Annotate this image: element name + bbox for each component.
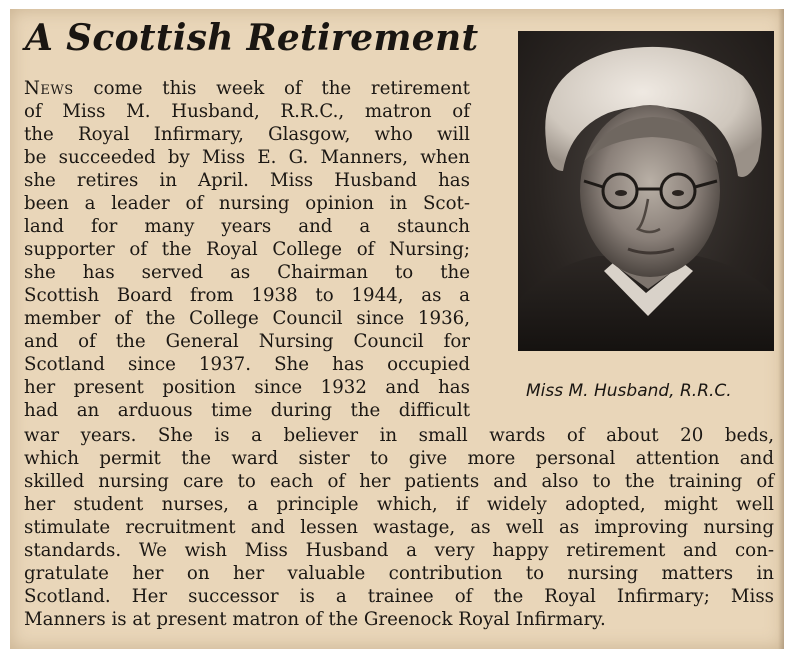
- body-line: Scottish Board from 1938 to 1944, as a: [24, 285, 470, 306]
- photo-caption: Miss M. Husband, R.R.C.: [526, 381, 732, 401]
- body-line: she has served as Chairman to the: [24, 262, 470, 283]
- body-line: [24, 77, 470, 100]
- article-headline: A Scottish Retirement: [25, 17, 479, 59]
- body-line: Scotland. Her successor is a trainee of the Royal Infirmary; Miss: [24, 586, 774, 607]
- body-line: stimulate recruitment and lessen wastage, as well as improving nursing: [24, 517, 774, 538]
- body-line: land for many years and a staunch: [24, 216, 470, 237]
- newspaper-clipping: [10, 9, 784, 649]
- body-line: which permit the ward sister to give more personal attention and: [24, 448, 774, 469]
- body-line: war years. She is a believer in small wards of about 20 beds,: [24, 425, 774, 446]
- body-line: the Royal Infirmary, Glasgow, who will: [24, 124, 470, 145]
- body-line: supporter of the Royal College of Nursing;: [24, 239, 470, 260]
- body-line: she retires in April. Miss Husband has: [24, 170, 470, 191]
- body-line: member of the College Council since 1936,: [24, 308, 470, 329]
- body-line: her student nurses, a principle which, if widely adopted, might well: [24, 494, 774, 515]
- body-line: and of the General Nursing Council for: [24, 331, 470, 352]
- body-line: standards. We wish Miss Husband a very happy retirement and con-: [24, 540, 774, 561]
- body-line: her present position since 1932 and has: [24, 377, 470, 398]
- body-line: Manners is at present matron of the Greenock Royal Infirmary.: [24, 609, 606, 630]
- body-line: of Miss M. Husband, R.R.C., matron of: [24, 101, 470, 122]
- body-line: skilled nursing care to each of her patients and also to the training of: [24, 471, 774, 492]
- lead-word: News: [24, 78, 74, 99]
- body-line: gratulate her on her valuable contribution to nursing matters in: [24, 563, 774, 584]
- portrait-photo-icon: [518, 31, 774, 351]
- body-line-text: come this week of the retirement: [73, 78, 470, 99]
- body-line: been a leader of nursing opinion in Scot-: [24, 193, 470, 214]
- body-line: Scotland since 1937. She has occupied: [24, 354, 470, 375]
- body-line: had an arduous time during the difficult: [24, 400, 470, 421]
- body-line: be succeeded by Miss E. G. Manners, when: [24, 147, 470, 168]
- portrait-photo: [518, 31, 774, 351]
